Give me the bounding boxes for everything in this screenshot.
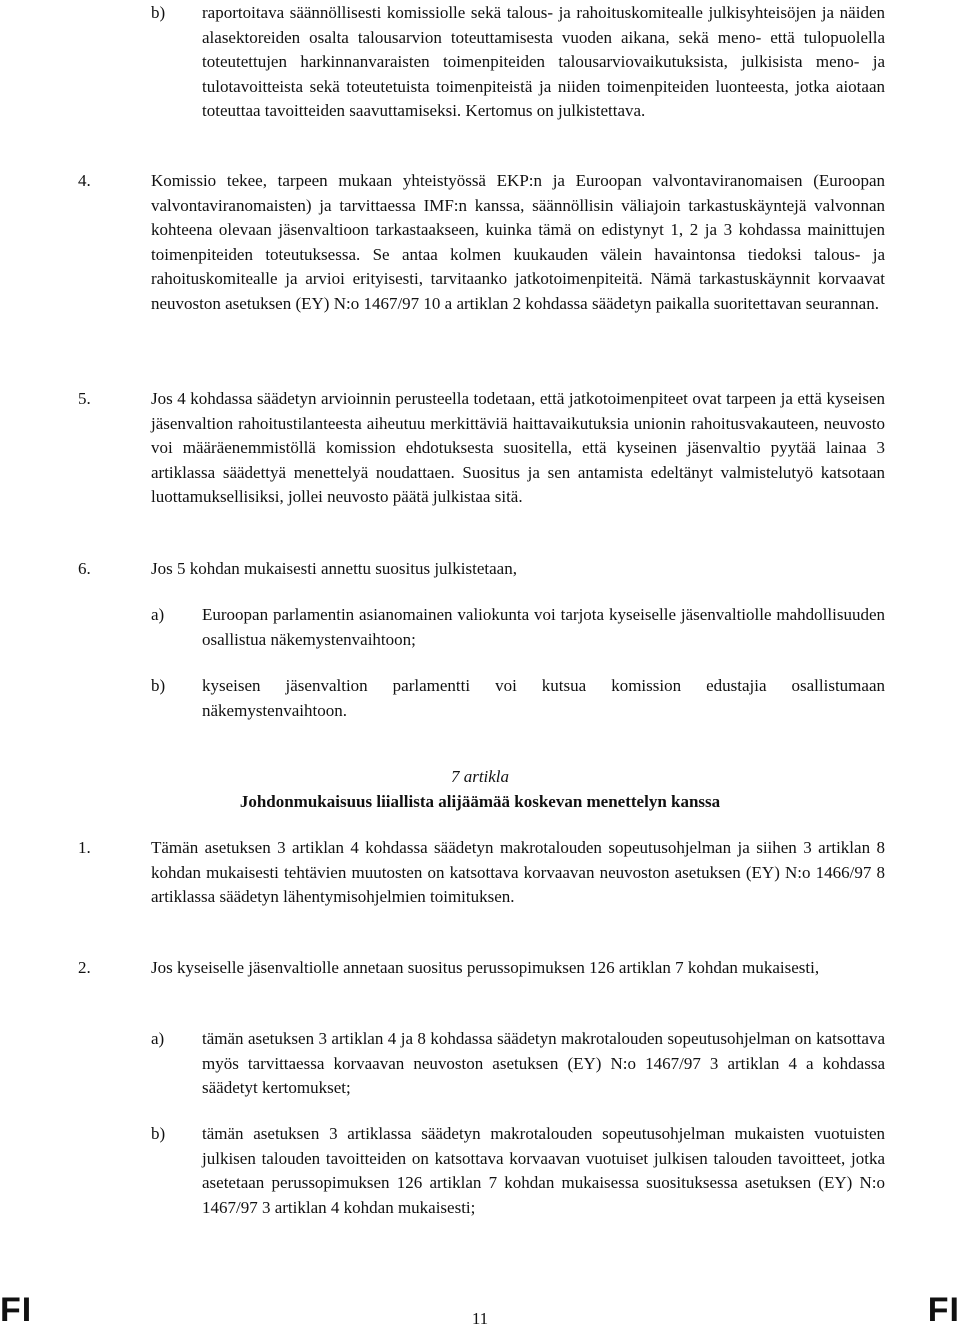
paragraph-number: 6. <box>78 559 91 578</box>
item-text: tämän asetuksen 3 artiklassa säädetyn makrotalouden sopeutusohjelman mukaisten vuotuisten julkisen talouden tavoitteiden on katsottava korvaavan vuotuiset julkisen talouden tavoitteet, jotka asetetaan perussopimuksen 126 artiklan 7 kohdan mukaisessa suosituksessa asetuksen (EY) N:o 1467/97 3 artiklan 4 kohdan mukaisesti; <box>202 1124 885 1217</box>
footer-language-right: FI <box>927 1291 960 1329</box>
paragraph-text: Tämän asetuksen 3 artiklan 4 kohdassa säädetyn makrotalouden sopeutusohjelman ja siihen 3 artiklan 8 kohdan mukaisesti tehtävien muutosten on katsottava korvaavan neuvoston asetuksen (EY) N:o 1466/97 8 artiklassa säädetyn lähentymisohjelmien toimituksen. <box>151 838 885 906</box>
item-text: kyseisen jäsenvaltion parlamentti voi kutsua komission edustajia osallistumaan näkemystenvaihtoon. <box>202 676 885 720</box>
paragraph-text: Jos 5 kohdan mukaisesti annettu suositus julkistetaan, <box>151 559 517 578</box>
footer-language-left: FI <box>0 1291 33 1329</box>
item-label: a) <box>151 1029 165 1048</box>
item-label: a) <box>151 605 165 624</box>
item-label: b) <box>151 3 166 22</box>
article-title: Johdonmukaisuus liiallista alijäämää koskevan menettelyn kanssa <box>239 792 721 811</box>
article-number: 7 artikla <box>450 767 510 786</box>
item-text: raportoitava säännöllisesti komissiolle sekä talous- ja rahoituskomitealle julkisyhteisöjen ja näiden alasektoreiden osalta talousarvion toteuttamisesta vuoden aikana, sekä meno- että tulopuolella toteutettujen harkinnanvaraisten toimenpiteiden talousarviovaikutuksista, julkisista meno- ja tulotavoitteista sekä toteutetuista toimenpiteistä ja niiden toimenpiteiden luonteesta, jotka aiotaan toteuttaa tavoitteiden saavuttamiseksi. Kertomus on julkistettava. <box>202 3 885 120</box>
paragraph-number: 4. <box>78 171 91 190</box>
paragraph-text: Komissio tekee, tarpeen mukaan yhteistyössä EKP:n ja Euroopan valvontaviranomaisen (Euroopan valvontaviranomaisten) ja tarvittaessa IMF:n kanssa, säännöllisin väliajoin tarkastuskäyntejä valvonnan kohteena olevaan jäsenvaltioon tarkastaakseen, kuinka tämä on edistynyt 1, 2 ja 3 kohdassa mainittujen toimenpiteiden toteutuksessa. Se antaa kolmen kuukauden välein havaintonsa tiedoksi talous- ja rahoituskomitealle ja arvioi erityisesti, tarvitaanko jatkotoimenpiteitä. Nämä tarkastuskäynnit korvaavat neuvoston asetuksen (EY) N:o 1467/97 10 a artiklan 2 kohdassa säädetyn paikalla suoritettavan seurannan. <box>151 171 885 313</box>
item-label: b) <box>151 1124 166 1143</box>
paragraph-text: Jos kyseiselle jäsenvaltiolle annetaan suositus perussopimuksen 126 artiklan 7 kohdan mukaisesti, <box>151 958 820 977</box>
item-text: Euroopan parlamentin asianomainen valiokunta voi tarjota kyseiselle jäsenvaltiolle mahdollisuuden osallistua näkemystenvaihtoon; <box>202 605 885 649</box>
paragraph-number: 2. <box>78 958 91 977</box>
paragraph-number: 1. <box>78 838 91 857</box>
item-label: b) <box>151 676 166 695</box>
paragraph-text: Jos 4 kohdassa säädetyn arvioinnin perusteella todetaan, että jatkotoimenpiteet ovat tarpeen ja että kyseisen jäsenvaltion rahoitustilanteesta aiheutuu merkittäviä haittavaikutuksia unionin rahoitusvakauteen, neuvosto voi määräenemmistöllä komission ehdotuksesta suositella, että kyseinen jäsenvaltio pyytää lainaa 3 artiklassa säädettyä menettelyä noudattaen. Suositus ja sen antamista edeltänyt valmistelutyö katsotaan luottamuksellisiksi, jollei neuvosto päätä julkistaa sitä. <box>151 389 885 506</box>
paragraph-number: 5. <box>78 389 91 408</box>
item-text: tämän asetuksen 3 artiklan 4 ja 8 kohdassa säädetyn makrotalouden sopeutusohjelman on katsottava myös tarvittaessa korvaavan neuvoston asetuksen (EY) N:o 1467/97 3 artiklan 4 a kohdassa säädetyt kertomukset; <box>202 1029 885 1097</box>
page-number: 11 <box>471 1309 489 1328</box>
